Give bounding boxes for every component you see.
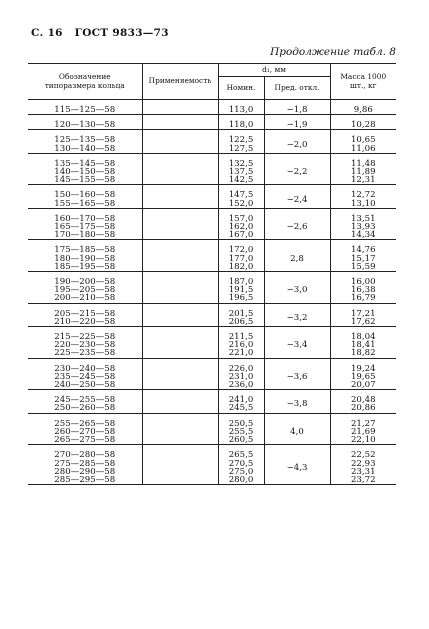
mass-cell: 16,38 (330, 286, 396, 294)
application-cell (142, 223, 218, 231)
mass-cell: 21,69 (330, 428, 396, 436)
mass-cell: 10,65 (330, 136, 396, 144)
header-nominal: Номин. (218, 77, 264, 100)
application-cell (142, 468, 218, 476)
mass-cell: 20,07 (330, 381, 396, 390)
application-cell (142, 341, 218, 349)
table-row (28, 381, 396, 390)
header-tolerance: Пред. откл. (264, 77, 330, 100)
mass-cell: 18,82 (330, 349, 396, 358)
nominal-cell: 177,0 (218, 255, 264, 263)
mass-cell: 21,27 (330, 420, 396, 428)
mass-cell: 22,93 (330, 460, 396, 468)
designation-cell: 270—280—58 (54, 450, 116, 461)
page-number: С. 16 (31, 27, 63, 39)
tolerance-cell: −2,0 (264, 136, 330, 153)
designation-cell: 190—200—58 (54, 277, 116, 288)
header-mass: Масса 1000 шт., кг (330, 64, 396, 100)
nominal-cell: 122,5 (218, 136, 264, 144)
mass-cell: 11,06 (330, 145, 396, 154)
application-cell (142, 286, 218, 294)
designation-cell: 170—180—58 (28, 231, 142, 240)
nominal-cell: 182,0 (218, 263, 264, 272)
designation-cell: 210—220—58 (28, 318, 142, 327)
application-cell (142, 255, 218, 263)
nominal-cell: 196,5 (218, 294, 264, 303)
mass-cell: 11,89 (330, 168, 396, 176)
designation-cell: 125—135—58 (54, 135, 116, 146)
designation-cell: 115—125—58 (28, 106, 142, 115)
mass-cell: 18,04 (330, 333, 396, 341)
designation-cell: 280—290—58 (54, 466, 116, 477)
designation-cell: 165—175—58 (54, 222, 116, 233)
mass-cell: 13,93 (330, 223, 396, 231)
table-row (28, 436, 396, 445)
designation-cell: 225—235—58 (28, 349, 142, 358)
application-cell (142, 191, 218, 199)
designation-cell: 180—190—58 (54, 253, 116, 264)
designation-cell: 135—145—58 (54, 158, 116, 169)
nominal-cell: 275,0 (218, 468, 264, 476)
application-cell (142, 231, 218, 240)
application-cell (142, 121, 218, 130)
designation-cell: 145—155—58 (28, 176, 142, 185)
application-cell (142, 200, 218, 209)
application-cell (142, 420, 218, 428)
nominal-cell: 118,0 (218, 121, 264, 130)
nominal-cell: 221,0 (218, 349, 264, 358)
mass-cell: 10,28 (330, 121, 396, 130)
tolerance-cell: −3,2 (264, 310, 330, 327)
mass-cell: 14,76 (330, 246, 396, 254)
nominal-cell: 113,0 (218, 106, 264, 115)
nominal-cell: 152,0 (218, 200, 264, 209)
application-cell (142, 278, 218, 286)
application-cell (142, 451, 218, 459)
application-cell (142, 428, 218, 436)
designation-cell: 230—240—58 (54, 363, 116, 374)
application-cell (142, 460, 218, 468)
designation-cell: 265—275—58 (28, 436, 142, 445)
designation-cell: 255—265—58 (54, 418, 116, 429)
designation-cell: 220—230—58 (54, 340, 116, 351)
header-designation: Обозначение типоразмера кольца (28, 64, 142, 100)
application-cell (142, 396, 218, 404)
mass-cell: 11,48 (330, 160, 396, 168)
nominal-cell: 172,0 (218, 246, 264, 254)
mass-cell: 14,34 (330, 231, 396, 240)
mass-cell: 23,31 (330, 468, 396, 476)
mass-cell: 9,86 (330, 106, 396, 115)
designation-cell: 175—185—58 (54, 245, 116, 256)
nominal-cell: 231,0 (218, 373, 264, 381)
nominal-cell: 280,0 (218, 476, 264, 485)
page-header (31, 27, 169, 39)
mass-cell: 18,41 (330, 341, 396, 349)
application-cell (142, 310, 218, 318)
mass-cell: 13,51 (330, 215, 396, 223)
application-cell (142, 381, 218, 390)
designation-cell: 120—130—58 (28, 121, 142, 130)
application-cell (142, 136, 218, 144)
application-cell (142, 246, 218, 254)
nominal-cell: 226,0 (218, 365, 264, 373)
designation-cell: 245—255—58 (54, 395, 116, 406)
nominal-cell: 187,0 (218, 278, 264, 286)
tolerance-cell: 4,0 (264, 420, 330, 445)
nominal-cell: 147,5 (218, 191, 264, 199)
table-row (28, 200, 396, 209)
tolerance-cell: −3,4 (264, 333, 330, 358)
tolerance-cell: −2,4 (264, 191, 330, 208)
table-body (28, 100, 396, 485)
nominal-cell: 211,5 (218, 333, 264, 341)
table-row (28, 404, 396, 413)
application-cell (142, 176, 218, 185)
designation-cell: 195—205—58 (54, 285, 116, 296)
mass-cell: 22,10 (330, 436, 396, 445)
mass-cell: 19,24 (330, 365, 396, 373)
mass-cell: 20,86 (330, 404, 396, 413)
application-cell (142, 365, 218, 373)
application-cell (142, 294, 218, 303)
header-application: Применяемость (142, 64, 218, 100)
nominal-cell: 216,0 (218, 341, 264, 349)
table-row (28, 476, 396, 485)
tolerance-cell: −3,0 (264, 278, 330, 303)
tolerance-cell: −1,8 (264, 106, 330, 115)
mass-cell: 16,00 (330, 278, 396, 286)
nominal-cell: 142,5 (218, 176, 264, 185)
table-row (28, 145, 396, 154)
nominal-cell: 157,0 (218, 215, 264, 223)
application-cell (142, 404, 218, 413)
designation-cell: 285—295—58 (28, 476, 142, 485)
nominal-cell: 201,5 (218, 310, 264, 318)
nominal-cell: 265,5 (218, 451, 264, 459)
application-cell (142, 168, 218, 176)
nominal-cell: 162,0 (218, 223, 264, 231)
designation-cell: 155—165—58 (28, 200, 142, 209)
tolerance-cell: −3,6 (264, 365, 330, 390)
nominal-cell: 236,0 (218, 381, 264, 390)
mass-cell: 16,79 (330, 294, 396, 303)
designation-cell: 205—215—58 (54, 308, 116, 319)
mass-cell: 17,21 (330, 310, 396, 318)
application-cell (142, 333, 218, 341)
ring-size-table (28, 63, 396, 485)
table-row (28, 176, 396, 185)
designation-cell: 185—195—58 (28, 263, 142, 272)
standard-number: ГОСТ 9833—73 (74, 27, 169, 39)
designation-cell: 275—285—58 (54, 458, 116, 469)
tolerance-cell: −3,8 (264, 396, 330, 413)
table-row (28, 294, 396, 303)
table-row (28, 263, 396, 272)
mass-cell: 12,72 (330, 191, 396, 199)
mass-cell: 15,17 (330, 255, 396, 263)
tolerance-cell: 2,8 (264, 246, 330, 271)
table-row (28, 121, 396, 130)
mass-cell: 19,65 (330, 373, 396, 381)
application-cell (142, 373, 218, 381)
tolerance-cell: −2,6 (264, 215, 330, 240)
designation-cell: 150—160—58 (54, 190, 116, 201)
mass-cell: 13,10 (330, 200, 396, 209)
nominal-cell: 250,5 (218, 420, 264, 428)
designation-cell: 160—170—58 (54, 213, 116, 224)
application-cell (142, 436, 218, 445)
designation-cell: 260—270—58 (54, 426, 116, 437)
application-cell (142, 215, 218, 223)
application-cell (142, 349, 218, 358)
designation-cell: 215—225—58 (54, 332, 116, 343)
nominal-cell: 241,0 (218, 396, 264, 404)
nominal-cell: 191,5 (218, 286, 264, 294)
designation-cell: 140—150—58 (54, 167, 116, 178)
application-cell (142, 145, 218, 154)
table-row (28, 349, 396, 358)
nominal-cell: 245,5 (218, 404, 264, 413)
nominal-cell: 137,5 (218, 168, 264, 176)
mass-cell: 15,59 (330, 263, 396, 272)
designation-cell: 200—210—58 (28, 294, 142, 303)
nominal-cell: 127,5 (218, 145, 264, 154)
nominal-cell: 260,5 (218, 436, 264, 445)
mass-cell: 23,72 (330, 476, 396, 485)
nominal-cell: 255,5 (218, 428, 264, 436)
table-continuation-label: Продолжение табл. 8 (270, 46, 396, 58)
tolerance-cell: −2,2 (264, 160, 330, 185)
designation-cell: 250—260—58 (28, 404, 142, 413)
application-cell (142, 263, 218, 272)
designation-cell: 235—245—58 (54, 371, 116, 382)
header-d1: d₁, мм (218, 64, 330, 77)
table-row (28, 318, 396, 327)
nominal-cell: 132,5 (218, 160, 264, 168)
table-row (28, 231, 396, 240)
tolerance-cell: −4,3 (264, 451, 330, 484)
application-cell (142, 476, 218, 485)
table-row (28, 106, 396, 115)
application-cell (142, 318, 218, 327)
nominal-cell: 270,5 (218, 460, 264, 468)
nominal-cell: 167,0 (218, 231, 264, 240)
nominal-cell: 206,5 (218, 318, 264, 327)
mass-cell: 22,52 (330, 451, 396, 459)
mass-cell: 17,62 (330, 318, 396, 327)
designation-cell: 130—140—58 (28, 145, 142, 154)
mass-cell: 12,31 (330, 176, 396, 185)
application-cell (142, 106, 218, 115)
application-cell (142, 160, 218, 168)
mass-cell: 20,48 (330, 396, 396, 404)
designation-cell: 240—250—58 (28, 381, 142, 390)
tolerance-cell: −1,9 (264, 121, 330, 130)
